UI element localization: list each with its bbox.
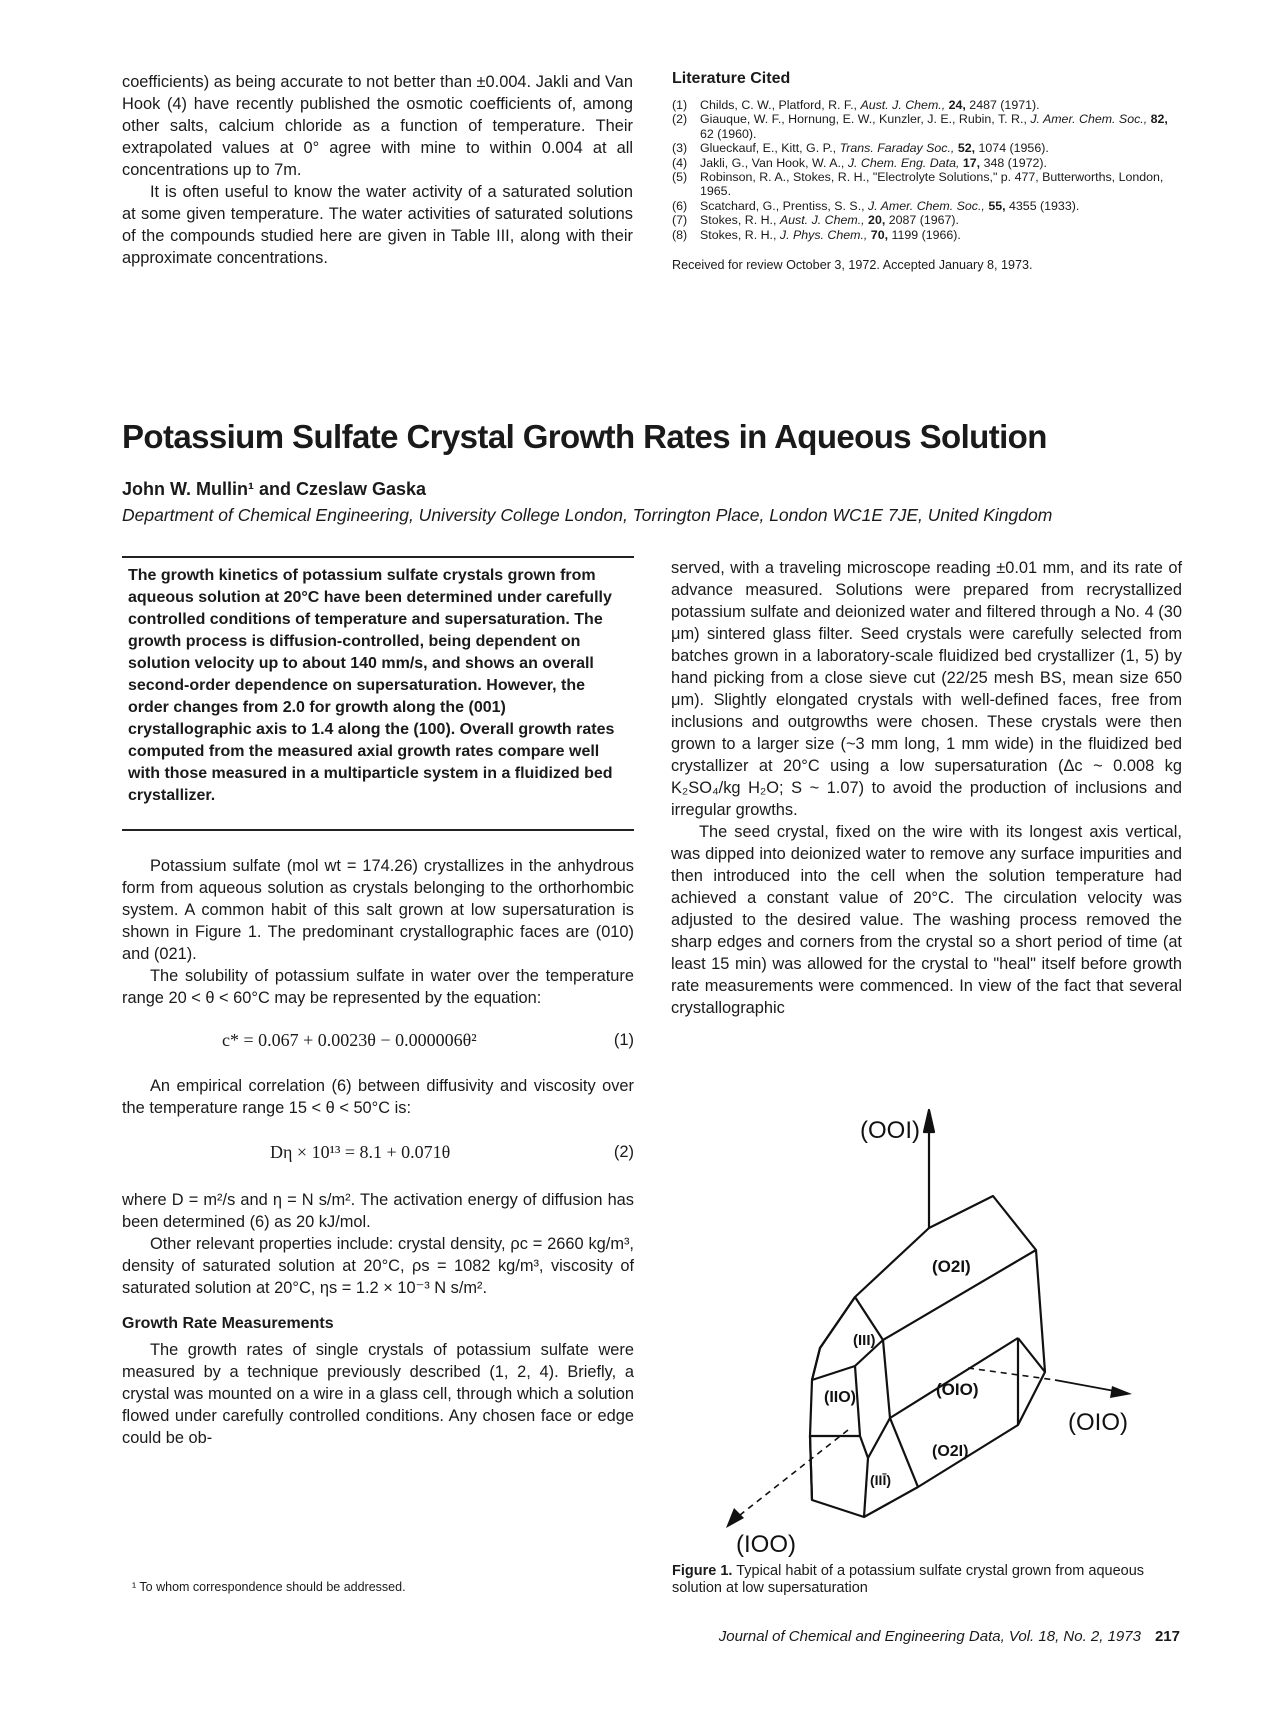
equation-2 — [122, 1141, 634, 1163]
page-footer — [719, 1628, 1180, 1645]
reference-text — [700, 112, 1180, 141]
reference-authors: Jakli, G., Van Hook, W. A., — [700, 155, 845, 170]
section-heading-growth-rate: Growth Rate Measurements — [122, 1315, 334, 1332]
equation-2-number: (2) — [613, 1143, 634, 1161]
reference-number: (7) — [672, 213, 688, 228]
reference-number: (6) — [672, 198, 688, 213]
face-021-label: (O2I) — [932, 1257, 971, 1276]
reference-volume: 20, — [868, 213, 886, 228]
reference-authors: Childs, C. W., Platford, R. F., — [700, 98, 857, 112]
reference-number: (3) — [672, 141, 688, 156]
reference-authors: Robinson, R. A., Stokes, R. H., "Electrolyte Solutions," p. 477, Butterworths, London, 1965. — [700, 170, 1164, 199]
reference-volume: 17, — [962, 155, 981, 170]
crystal-edge — [868, 1418, 890, 1458]
axis-010-arrowhead — [1110, 1386, 1132, 1398]
footnote: ¹ To whom correspondence should be addressed. — [132, 1580, 406, 1594]
reference-authors: Glueckauf, E., Kitt, G. P., — [700, 141, 837, 156]
equation-1-number: (1) — [613, 1031, 634, 1049]
properties-paragraph: Other relevant properties include: crystal density, ρc = 2660 kg/m³, density of saturated solution at 20°C, ρs = 1082 kg/m³, viscosity of saturated solution at 20°C, ηs = 1.2 × 10⁻³ N s/m². — [122, 1235, 634, 1297]
diffusivity-paragraph: An empirical correlation (6) between diffusivity and viscosity over the temperature range 15 < θ < 50°C is: — [122, 1077, 634, 1117]
reference-authors: Stokes, R. H., — [700, 227, 777, 242]
reference-item — [672, 112, 1180, 141]
continuation-column — [122, 71, 633, 269]
crystal-outline — [810, 1196, 1045, 1517]
reference-journal: J. Chem. Eng. Data, — [847, 155, 960, 170]
reference-rest: 2087 (1967). — [888, 213, 960, 228]
axis-100-label: (IOO) — [736, 1531, 796, 1558]
figure-1 — [700, 1100, 1170, 1560]
reference-text — [700, 170, 1180, 199]
reference-number: (2) — [672, 112, 688, 127]
reference-rest: 348 (1972). — [983, 155, 1047, 170]
literature-cited — [672, 70, 1180, 272]
reference-item — [672, 156, 1180, 170]
figure-1-caption-text: Typical habit of a potassium sulfate crystal grown from aqueous solution at low supersaturation — [672, 1563, 1145, 1596]
article-affiliation: Department of Chemical Engineering, University College London, Torrington Place, London WC1E 7JE, United Kingdom — [122, 505, 1053, 525]
reference-item — [672, 98, 1180, 112]
crystal-edge — [810, 1436, 812, 1500]
abstract-top-rule — [122, 556, 634, 558]
method-paragraph-1: served, with a traveling microscope reading ±0.01 mm, and its rate of advance measured. Solutions were prepared from recrystallized potassium sulfate and deionized water and filtered through a No. 4 (30 μm) sintered glass filter. Seed crystals were carefully selected from batches grown in a laboratory-scale fluidized bed crystallizer (1, 5) by hand picking from a close sieve cut (22/25 mesh BS, mean size 650 μm). Slightly elongated crystals with well-defined faces, free from inclusions and outgrowths were chosen. These crystals were then grown to a larger size (~3 mm long, 1 mm wide) in the fluidized bed crystallizer at 20°C using a low supersaturation (Δc ~ 0.008 kg K₂SO₄/kg H₂O; S ~ 1.07) to avoid the production of inclusions and irregular growths. — [671, 559, 1182, 819]
crystal-edge — [890, 1338, 1018, 1418]
equation-1-expression: c* = 0.067 + 0.0023θ − 0.000006θ² — [222, 1030, 477, 1050]
figure-1-caption — [672, 1563, 1182, 1597]
article-authors: John W. Mullin¹ and Czeslaw Gaska — [122, 479, 427, 499]
reference-journal: Trans. Faraday Soc., — [839, 141, 955, 156]
reference-journal: J. Phys. Chem., — [779, 227, 868, 242]
reference-item — [672, 213, 1180, 227]
reference-text — [700, 141, 1180, 155]
reference-text — [700, 199, 1180, 213]
abstract-bottom-rule — [122, 829, 634, 831]
reference-volume: 24, — [948, 98, 966, 112]
reference-text — [700, 228, 1180, 242]
reference-rest: 62 (1960). — [700, 126, 757, 141]
reference-number: (1) — [672, 98, 688, 112]
crystal-edge — [812, 1366, 855, 1380]
reference-number: (5) — [672, 170, 688, 185]
reference-volume: 82, — [1150, 112, 1168, 127]
crystal-edge — [864, 1458, 868, 1517]
received-note: Received for review October 3, 1972. Accepted January 8, 1973. — [672, 258, 1033, 273]
reference-item — [672, 199, 1180, 213]
intro-paragraph: Potassium sulfate (mol wt = 174.26) crystallizes in the anhydrous form from aqueous solution as crystals belonging to the orthorhombic system. A common habit of this salt grown at low supersaturation is shown in Figure 1. The predominant crystallographic faces are (010) and (021). — [122, 857, 634, 963]
units-paragraph: where D = m²/s and η = N s/m². The activation energy of diffusion has been determined (6) as 20 kJ/mol. — [122, 1191, 634, 1231]
axis-010-line — [1055, 1380, 1120, 1392]
crystal-edge — [860, 1436, 868, 1458]
axis-100-dashed — [740, 1430, 848, 1515]
reference-rest: 4355 (1933). — [1009, 198, 1080, 213]
right-column — [671, 557, 1182, 1019]
reference-journal: Aust. J. Chem., — [860, 98, 946, 112]
reference-journal: J. Amer. Chem. Soc., — [1030, 112, 1148, 127]
reference-authors: Scatchard, G., Prentiss, S. S., — [700, 198, 865, 213]
figure-1-caption-label: Figure 1. — [672, 1563, 733, 1579]
axis-001-label: (OOI) — [860, 1117, 920, 1144]
reference-volume: 52, — [957, 141, 976, 156]
reference-text — [700, 98, 1180, 112]
continuation-paragraph-1: coefficients) as being accurate to not better than ±0.004. Jakli and Van Hook (4) have recently published the osmotic coefficients of, among other salts, calcium chloride as a function of temperature. Their extrapolated values at 0° agree with mine to within 0.004 at all concentrations up to 7m. — [122, 73, 633, 179]
reference-volume: 55, — [988, 198, 1006, 213]
growth-rate-paragraph: The growth rates of single crystals of potassium sulfate were measured by a technique previously described (1, 2, 4). Briefly, a crystal was mounted on a wire in a glass cell, through which a solution flowed under carefully controlled conditions. Any chosen face or edge could be ob- — [122, 1341, 634, 1447]
literature-heading: Literature Cited — [672, 70, 791, 87]
face-110-label: (IIO) — [824, 1389, 856, 1406]
reference-volume: 70, — [870, 227, 889, 242]
reference-rest: 1074 (1956). — [978, 141, 1049, 156]
crystal-edge — [1018, 1338, 1045, 1372]
crystal-edge — [812, 1348, 820, 1380]
reference-text — [700, 156, 1180, 170]
reference-journal: Aust. J. Chem., — [779, 213, 865, 228]
face-111-label: (III) — [853, 1332, 876, 1349]
reference-list — [672, 98, 1180, 242]
axis-001-arrowhead — [924, 1110, 934, 1132]
footer-journal: Journal of Chemical and Engineering Data, Vol. 18, No. 2, 1973 — [718, 1628, 1141, 1645]
axis-010-label: (OIO) — [1068, 1409, 1128, 1436]
abstract: The growth kinetics of potassium sulfate crystals grown from aqueous solution at 20°C have been determined under carefully controlled conditions of temperature and supersaturation. The growth process is diffusion-controlled, being dependent on solution velocity up to about 140 mm/s, and shows an overall second-order dependence on supersaturation. However, the order changes from 2.0 for growth along the (001) crystallographic axis to 1.4 along the (100). Overall growth rates computed from the measured axial growth rates compare well with those measured in a multiparticle system in a fluidized bed crystallizer. — [128, 567, 615, 804]
article-title: Potassium Sulfate Crystal Growth Rates in Aqueous Solution — [122, 418, 1047, 455]
reference-authors: Giauque, W. F., Hornung, E. W., Kunzler, J. E., Rubin, T. R., — [700, 112, 1027, 127]
method-paragraph-2: The seed crystal, fixed on the wire with its longest axis vertical, was dipped into deionized water to remove any surface impurities and then introduced into the cell when the solution temperature had achieved a constant value of 20°C. The circulation velocity was adjusted to the desired value. The washing process removed the sharp edges and corners from the crystal so a short period of time (at least 15 min) was allowed for the crystal to "heal" itself before growth rate measurements were commenced. In view of the fact that several crystallographic — [671, 823, 1182, 1017]
equation-2-expression: Dη × 10¹³ = 8.1 + 0.071θ — [270, 1142, 451, 1162]
reference-journal: J. Amer. Chem. Soc., — [868, 198, 985, 213]
continuation-paragraph-2: It is often useful to know the water activity of a saturated solution at some given temperature. The water activities of saturated solutions of the compounds studied here are given in Table III, along with their approximate concentrations. — [122, 183, 633, 267]
axis-100-arrowhead — [726, 1508, 744, 1528]
face-02bar1-label: (O2I) — [932, 1443, 969, 1460]
crystal-diagram — [700, 1100, 1170, 1560]
reference-item — [672, 228, 1180, 242]
reference-rest: 2487 (1971). — [969, 98, 1040, 112]
equation-1 — [122, 1029, 634, 1051]
face-010-label: (OIO) — [936, 1380, 979, 1399]
reference-text — [700, 213, 1180, 227]
reference-number: (8) — [672, 227, 688, 242]
reference-authors: Stokes, R. H., — [700, 213, 777, 228]
crystal-edge — [883, 1340, 890, 1418]
face-11bar1-label: (IIĪ) — [870, 1472, 891, 1488]
reference-number: (4) — [672, 155, 688, 170]
reference-rest: 1199 (1966). — [891, 227, 961, 242]
solubility-paragraph: The solubility of potassium sulfate in water over the temperature range 20 < θ < 60°C may be represented by the equation: — [122, 967, 634, 1007]
crystal-edge — [890, 1418, 918, 1487]
reference-item — [672, 141, 1180, 155]
footer-page-number: 217 — [1154, 1628, 1180, 1645]
reference-item — [672, 170, 1180, 199]
left-column — [122, 855, 634, 1449]
crystal-edge — [820, 1297, 855, 1348]
